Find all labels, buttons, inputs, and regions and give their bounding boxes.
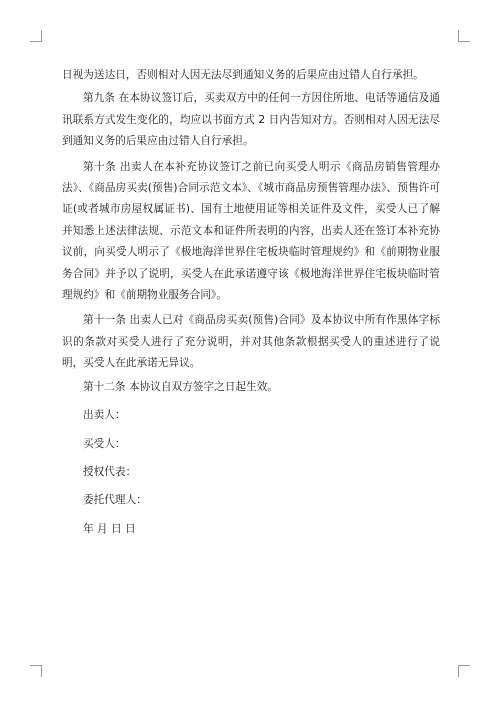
crop-mark-top-left-v <box>41 30 42 42</box>
crop-mark-bottom-right-h <box>458 665 470 666</box>
crop-mark-bottom-right-v <box>458 665 459 677</box>
paragraph-continuation: 日视为送达日，否则相对人因无法尽到通知义务的后果应由过错人自行承担。 <box>62 69 424 81</box>
authorized-rep-line: 授权代表： <box>83 465 137 478</box>
seller-signature-line: 出卖人： <box>83 409 126 422</box>
buyer-signature-line: 买受人： <box>83 437 126 450</box>
article-9: 第九条 在本协议签订后，买卖双方中的任何一方因住所地、电话等通信及通讯联系方式发生变化的，均应以书面方式 2 日内告知对方。否则相对人因无法尽到通知义务的后果应由过错人自行承担。 <box>62 92 440 148</box>
crop-mark-top-right-v <box>458 30 459 42</box>
article-12: 第十二条 本协议自双方签字之日起生效。 <box>83 380 279 393</box>
date-line: 年 月 日 日 <box>83 522 136 535</box>
article-10: 第十条 出卖人在本补充协议签订之前已向买受人明示《商品房销售管理办法》、《商品房买卖(预售)合同示范文本》、《城市商品房预售管理办法》、预售许可证(或者城市房屋权属证书)、国有土地使用证等相关证件及文件，买受人已了解并知悉上述法律法规、示范文本和证件所表明的内容，出卖人还在签订本补充协议前，向买受人明示了《极地海洋世界住宅板块临时管理规约》和《前期物业服务合同》并予以了说明，买受人在此承诺遵守该《极地海洋世界住宅板块临时管理规约》和《前期物业服务合同》。 <box>62 160 440 302</box>
agent-line: 委托代理人： <box>83 494 147 507</box>
article-11: 第十一条 出卖人已对《商品房买卖(预售)合同》及本协议中所有作黑体字标识的条款对买受人进行了充分说明，并对其他条款根据买受人的重述进行了说明，买受人在此承诺无异议。 <box>62 314 440 370</box>
document-body <box>62 65 440 540</box>
crop-mark-top-right-h <box>458 41 470 42</box>
crop-mark-bottom-left-v <box>41 665 42 677</box>
